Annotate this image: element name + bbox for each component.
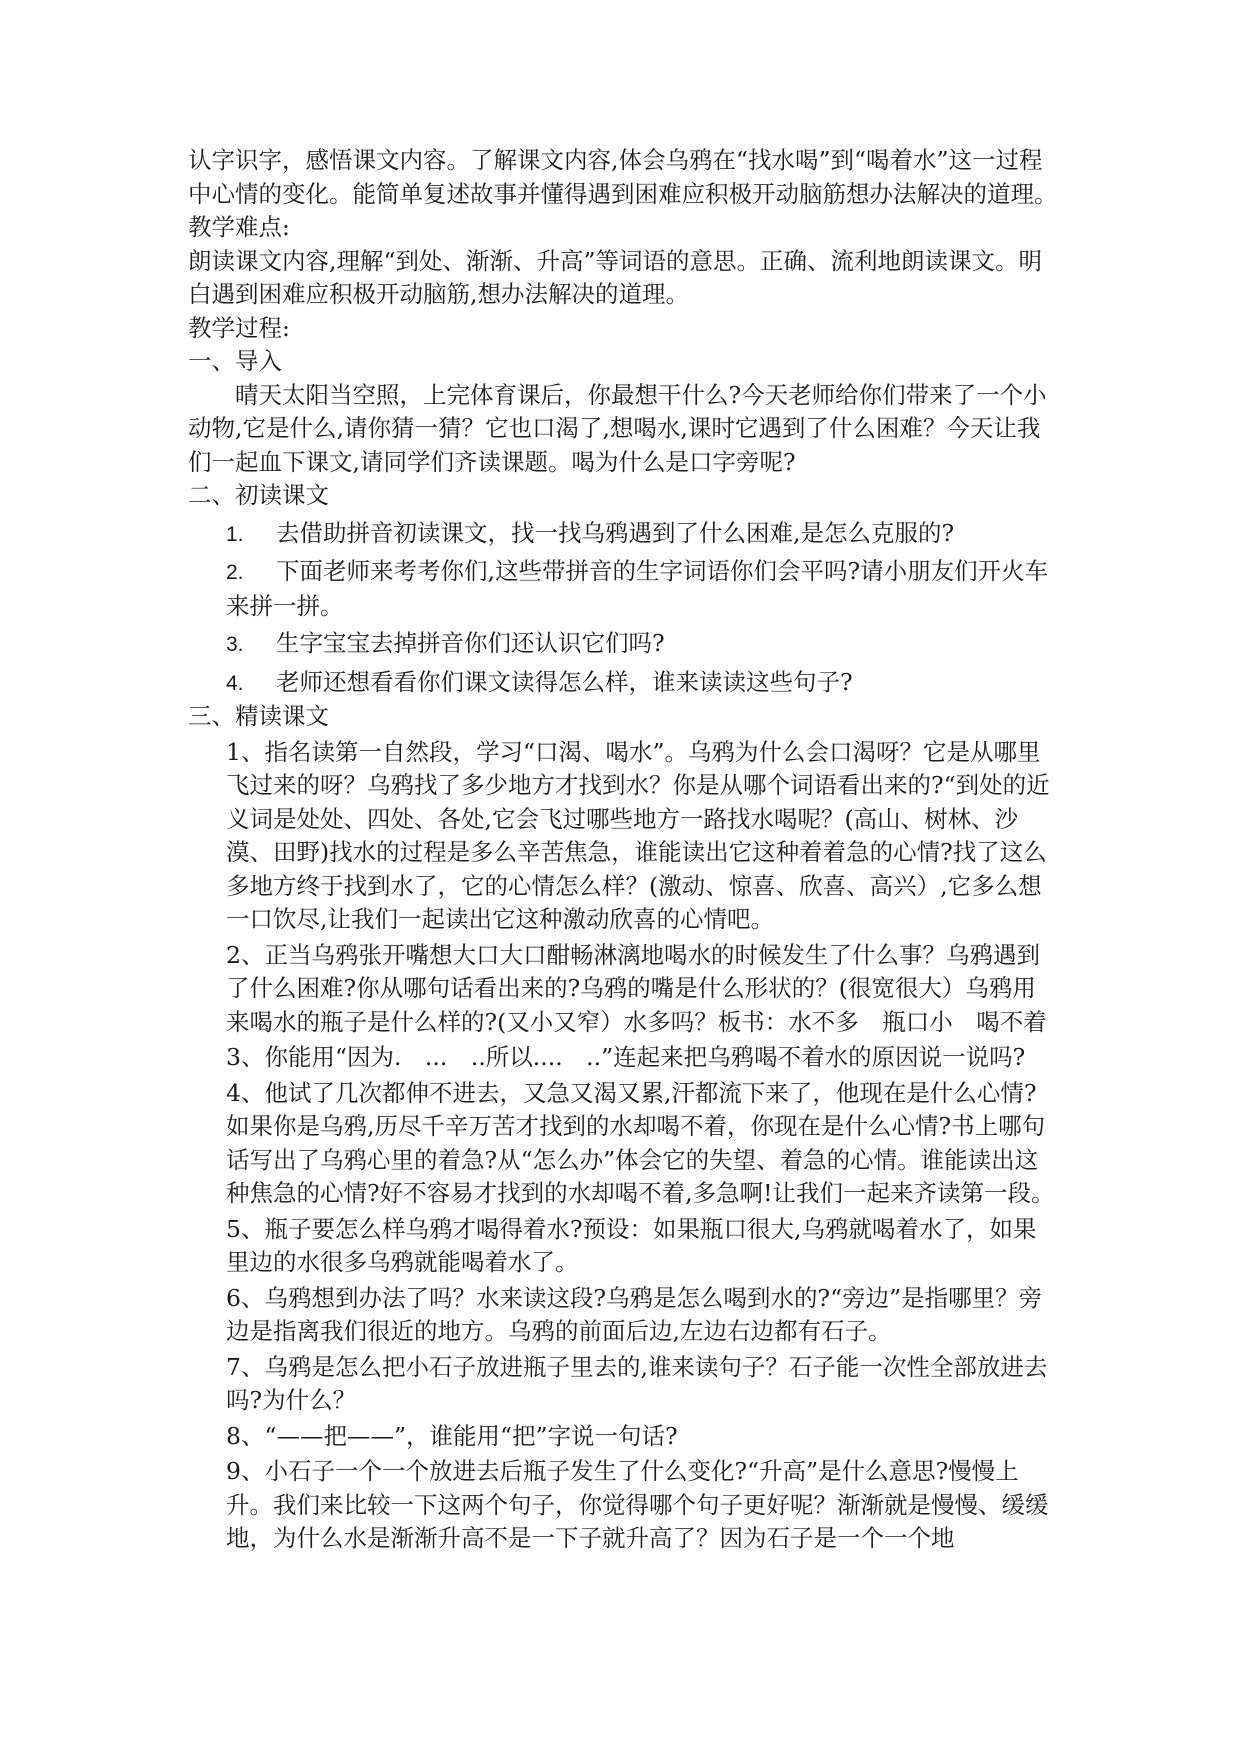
list-item bbox=[188, 517, 1058, 552]
list-item-text: 下面老师来考考你们,这些带拼音的生字词语你们会平吗?请小朋友们开火车来拼一拼。 bbox=[226, 557, 1049, 620]
list-item bbox=[188, 666, 1058, 701]
list-item: 3、你能用“因为. ... ..所以.... ..”连起来把乌鸦喝不着水的原因说一说吗? bbox=[226, 1043, 1026, 1071]
list-item: 1、指名读第一自然段，学习“口渴、喝水”。乌鸦为什么会口渴呀？它是从哪里飞过来的呀？乌鸦找了多少地方才找到水？你是从哪个词语看出来的?“到处的近义词是处处、四处、各处,它会飞过哪些地方一路找水喝呢？(高山、树林、沙漠、田野)找水的过程是多么辛苦焦急，谁能读出它这种着着急的心情?找了这么多地方终于找到水了，它的心情怎么样？(激动、惊喜、欣喜、高兴）,它多么想一口饮尽,让我们一起读出它这种激动欣喜的心情吧。 bbox=[226, 737, 1050, 933]
section-intro-paragraph: 晴天太阳当空照，上完体育课后，你最想干什么?今天老师给你们带来了一个小动物,它是什么,请你猜一猜？它也口渴了,想喝水,课时它遇到了什么困难？今天让我们一起血下课文,请同学们齐读课题。喝为什么是口字旁呢? bbox=[188, 380, 1047, 476]
list-item: 2、正当乌鸦张开嘴想大口大口酣畅淋漓地喝水的时候发生了什么事？乌鸦遇到了什么困难?你从哪句话看出来的?乌鸦的嘴是什么形状的？(很宽很大）乌鸦用来喝水的瓶子是什么样的?(又小又窄）水多吗？板书：水不多 瓶口小 喝不着 bbox=[226, 940, 1047, 1036]
list-item-text: 生字宝宝去掉拼音你们还认识它们吗? bbox=[276, 629, 665, 657]
intro-paragraph: 认字识字，感悟课文内容。了解课文内容,体会乌鸦在“找水喝”到“喝着水”这一过程中心情的变化。能简单复述故事并懂得遇到困难应积极开动脑筋想办法解决的道理。 bbox=[188, 146, 1058, 208]
section-heading-first-reading: 二、初读课文 bbox=[188, 481, 329, 509]
difficulty-paragraph: 朗读课文内容,理解“到处、渐渐、升高”等词语的意思。正确、流利地朗读课文。明白遇到困难应积极开动脑筋,想办法解决的道理。 bbox=[188, 246, 1042, 308]
close-reading-list bbox=[188, 736, 1058, 1556]
list-item-number: 1. bbox=[226, 522, 244, 546]
list-item-text: 老师还想看看你们课文读得怎么样，谁来读读这些句子? bbox=[276, 667, 853, 696]
list-item: 8、“——把——”，谁能用“把”字说一句话? bbox=[226, 1421, 678, 1450]
section-heading-close-reading: 三、精读课文 bbox=[188, 702, 329, 730]
list-item-number: 2. bbox=[226, 561, 244, 584]
list-item bbox=[188, 555, 1058, 623]
section-heading-intro: 一、导入 bbox=[188, 347, 282, 375]
list-item: 6、乌鸦想到办法了吗？水来读这段?乌鸦是怎么喝到水的?“旁边”是指哪里？旁边是指离我们很近的地方。乌鸦的前面后边,左边右边都有石子。 bbox=[226, 1283, 1043, 1345]
list-item: 5、瓶子要怎么样乌鸦才喝得着水?预设：如果瓶口很大,乌鸦就喝着水了，如果里边的水很多乌鸦就能喝着水了。 bbox=[226, 1214, 1037, 1276]
list-item: 4、他试了几次都伸不进去，又急又渴又累,汗都流下来了，他现在是什么心情?如果你是乌鸦,历尽千辛万苦才找到的水却喝不着，你现在是什么心情?书上哪句话写出了乌鸦心里的着急?从“怎么办”体会它的失望、着急的心情。谁能读出这种焦急的心情?好不容易才找到的水却喝不着,多急啊!让我们一起来齐读第一段。 bbox=[226, 1078, 1055, 1207]
list-item-number: 4. bbox=[226, 671, 244, 695]
first-reading-list bbox=[188, 517, 1058, 701]
list-item-number: 3. bbox=[226, 633, 244, 656]
document-page bbox=[188, 144, 1058, 1556]
list-item: 9、小石子一个一个放进去后瓶子发生了什么变化?“升高”是什么意思?慢慢上升。我们来比较一下这两个句子，你觉得哪个句子更好呢？渐渐就是慢慢、缓缓地，为什么水是渐渐升高不是一下子就升高了？因为石子是一个一个地 bbox=[226, 1457, 1049, 1552]
difficulty-heading: 教学难点: bbox=[188, 213, 290, 241]
list-item: 7、乌鸦是怎么把小石子放进瓶子里去的,谁来读句子？石子能一次性全部放进去吗?为什么？ bbox=[226, 1352, 1048, 1414]
process-heading: 教学过程: bbox=[188, 313, 290, 342]
list-item-text: 去借助拼音初读课文，找一找乌鸦遇到了什么困难,是怎么克服的? bbox=[276, 518, 955, 547]
list-item bbox=[188, 627, 1058, 662]
